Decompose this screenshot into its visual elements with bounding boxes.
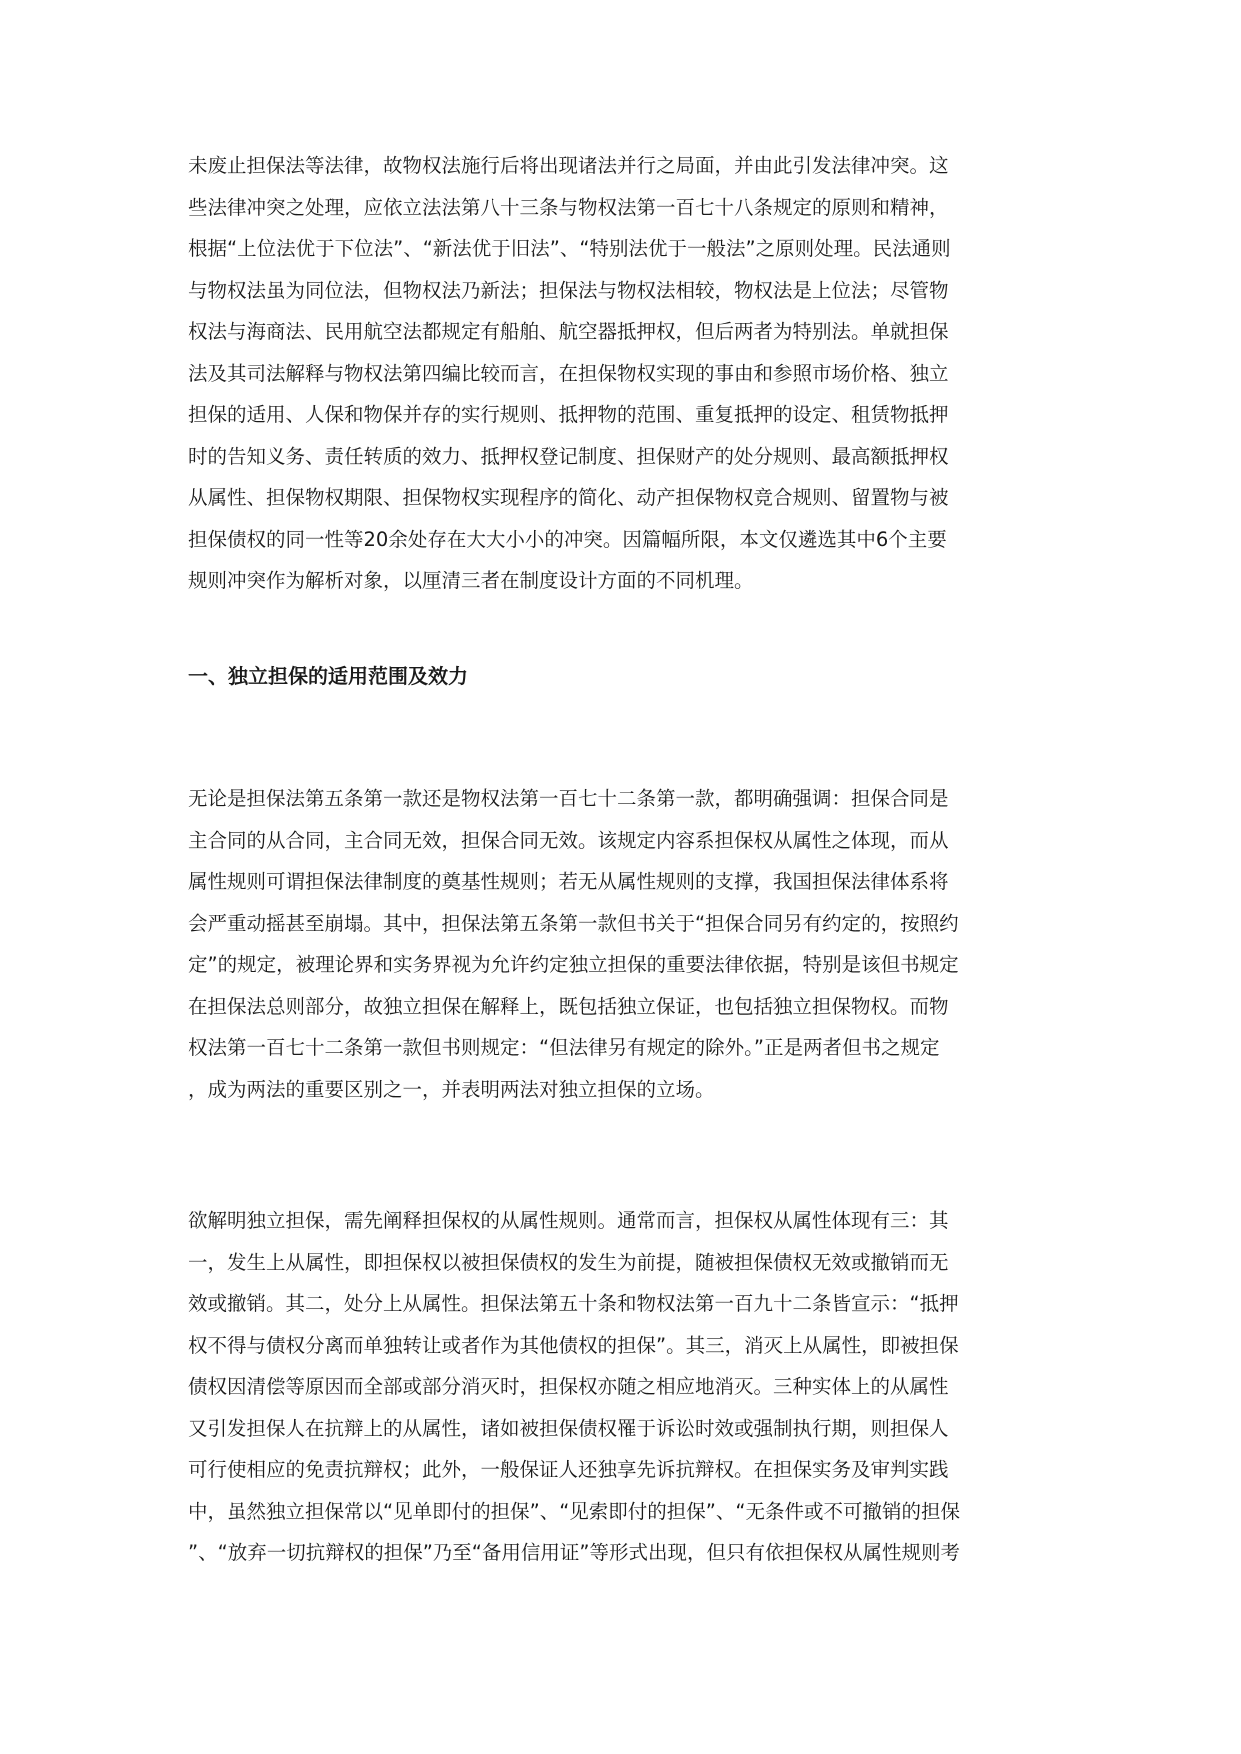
text-line: 一，发生上从属性，即担保权以被担保债权的发生为前提，随被担保债权无效或撤销而无 <box>188 1250 949 1274</box>
text-line: 会严重动摇甚至崩塌。其中，担保法第五条第一款但书关于“担保合同另有约定的，按照约 <box>188 911 959 935</box>
text-line: 未废止担保法等法律，故物权法施行后将出现诸法并行之局面，并由此引发法律冲突。这 <box>188 154 949 177</box>
text-line: 担保债权的同一性等20余处存在大大小小的冲突。因篇幅所限，本文仅遴选其中6个主要 <box>188 527 947 551</box>
text-line: 时的告知义务、责任转质的效力、抵押权登记制度、担保财产的处分规则、最高额抵押权 <box>188 444 949 468</box>
text-line: 主合同的从合同，主合同无效，担保合同无效。该规定内容系担保权从属性之体现，而从 <box>188 828 949 852</box>
text-line: 属性规则可谓担保法律制度的奠基性规则；若无从属性规则的支撑，我国担保法律体系将 <box>188 870 949 893</box>
text-line: ”、“放弃一切抗辩权的担保”乃至“备用信用证”等形式出现，但只有依担保权从属性规则考 <box>188 1541 961 1564</box>
text-line: 债权因清偿等原因而全部或部分消灭时，担保权亦随之相应地消灭。三种实体上的从属性 <box>188 1375 949 1398</box>
text-line: 欲解明独立担保，需先阐释担保权的从属性规则。通常而言，担保权从属性体现有三：其 <box>188 1209 949 1232</box>
section-heading: 一、独立担保的适用范围及效力 <box>188 664 468 688</box>
text-line: 规则冲突作为解析对象，以厘清三者在制度设计方面的不同机理。 <box>188 569 754 592</box>
text-line: 与物权法虽为同位法，但物权法乃新法；担保法与物权法相较，物权法是上位法；尽管物 <box>188 278 949 302</box>
text-line: 定”的规定，被理论界和实务界视为允许约定独立担保的重要法律依据，特别是该但书规定 <box>188 953 959 976</box>
text-line: 权不得与债权分离而单独转让或者作为其他债权的担保”。其三，消灭上从属性，即被担保 <box>188 1333 959 1357</box>
text-line: 法及其司法解释与物权法第四编比较而言，在担保物权实现的事由和参照市场价格、独立 <box>188 361 949 385</box>
text-line: 些法律冲突之处理，应依立法法第八十三条与物权法第一百七十八条规定的原则和精神， <box>188 195 949 219</box>
body-paragraph <box>188 145 1056 602</box>
text-line: 效或撤销。其二，处分上从属性。担保法第五十条和物权法第一百九十二条皆宣示：“抵押 <box>188 1292 959 1315</box>
text-line: 无论是担保法第五条第一款还是物权法第一百七十二条第一款，都明确强调：担保合同是 <box>188 787 949 810</box>
text-line: 根据“上位法优于下位法”、“新法优于旧法”、“特别法优于一般法”之原则处理。民法通则 <box>188 237 951 260</box>
text-line: 权法第一百七十二条第一款但书则规定：“但法律另有规定的除外。”正是两者但书之规定 <box>188 1036 940 1059</box>
text-line: 可行使相应的免责抗辩权；此外，一般保证人还独享先诉抗辩权。在担保实务及审判实践 <box>188 1458 949 1481</box>
body-paragraph <box>188 778 1056 1110</box>
body-paragraph <box>188 1200 1056 1574</box>
text-line: 担保的适用、人保和物保并存的实行规则、抵押物的范围、重复抵押的设定、租赁物抵押 <box>188 403 949 426</box>
text-line: 权法与海商法、民用航空法都规定有船舶、航空器抵押权，但后两者为特别法。单就担保 <box>188 320 949 343</box>
text-line: 从属性、担保物权期限、担保物权实现程序的简化、动产担保物权竞合规则、留置物与被 <box>188 486 949 509</box>
text-line: 在担保法总则部分，故独立担保在解释上，既包括独立保证，也包括独立担保物权。而物 <box>188 994 949 1018</box>
text-line: 中，虽然独立担保常以“见单即付的担保”、“见索即付的担保”、“无条件或不可撤销的担保 <box>188 1499 961 1523</box>
text-line: 又引发担保人在抗辩上的从属性，诸如被担保债权罹于诉讼时效或强制执行期，则担保人 <box>188 1416 949 1440</box>
text-line: ，成为两法的重要区别之一，并表明两法对独立担保的立场。 <box>188 1077 715 1101</box>
